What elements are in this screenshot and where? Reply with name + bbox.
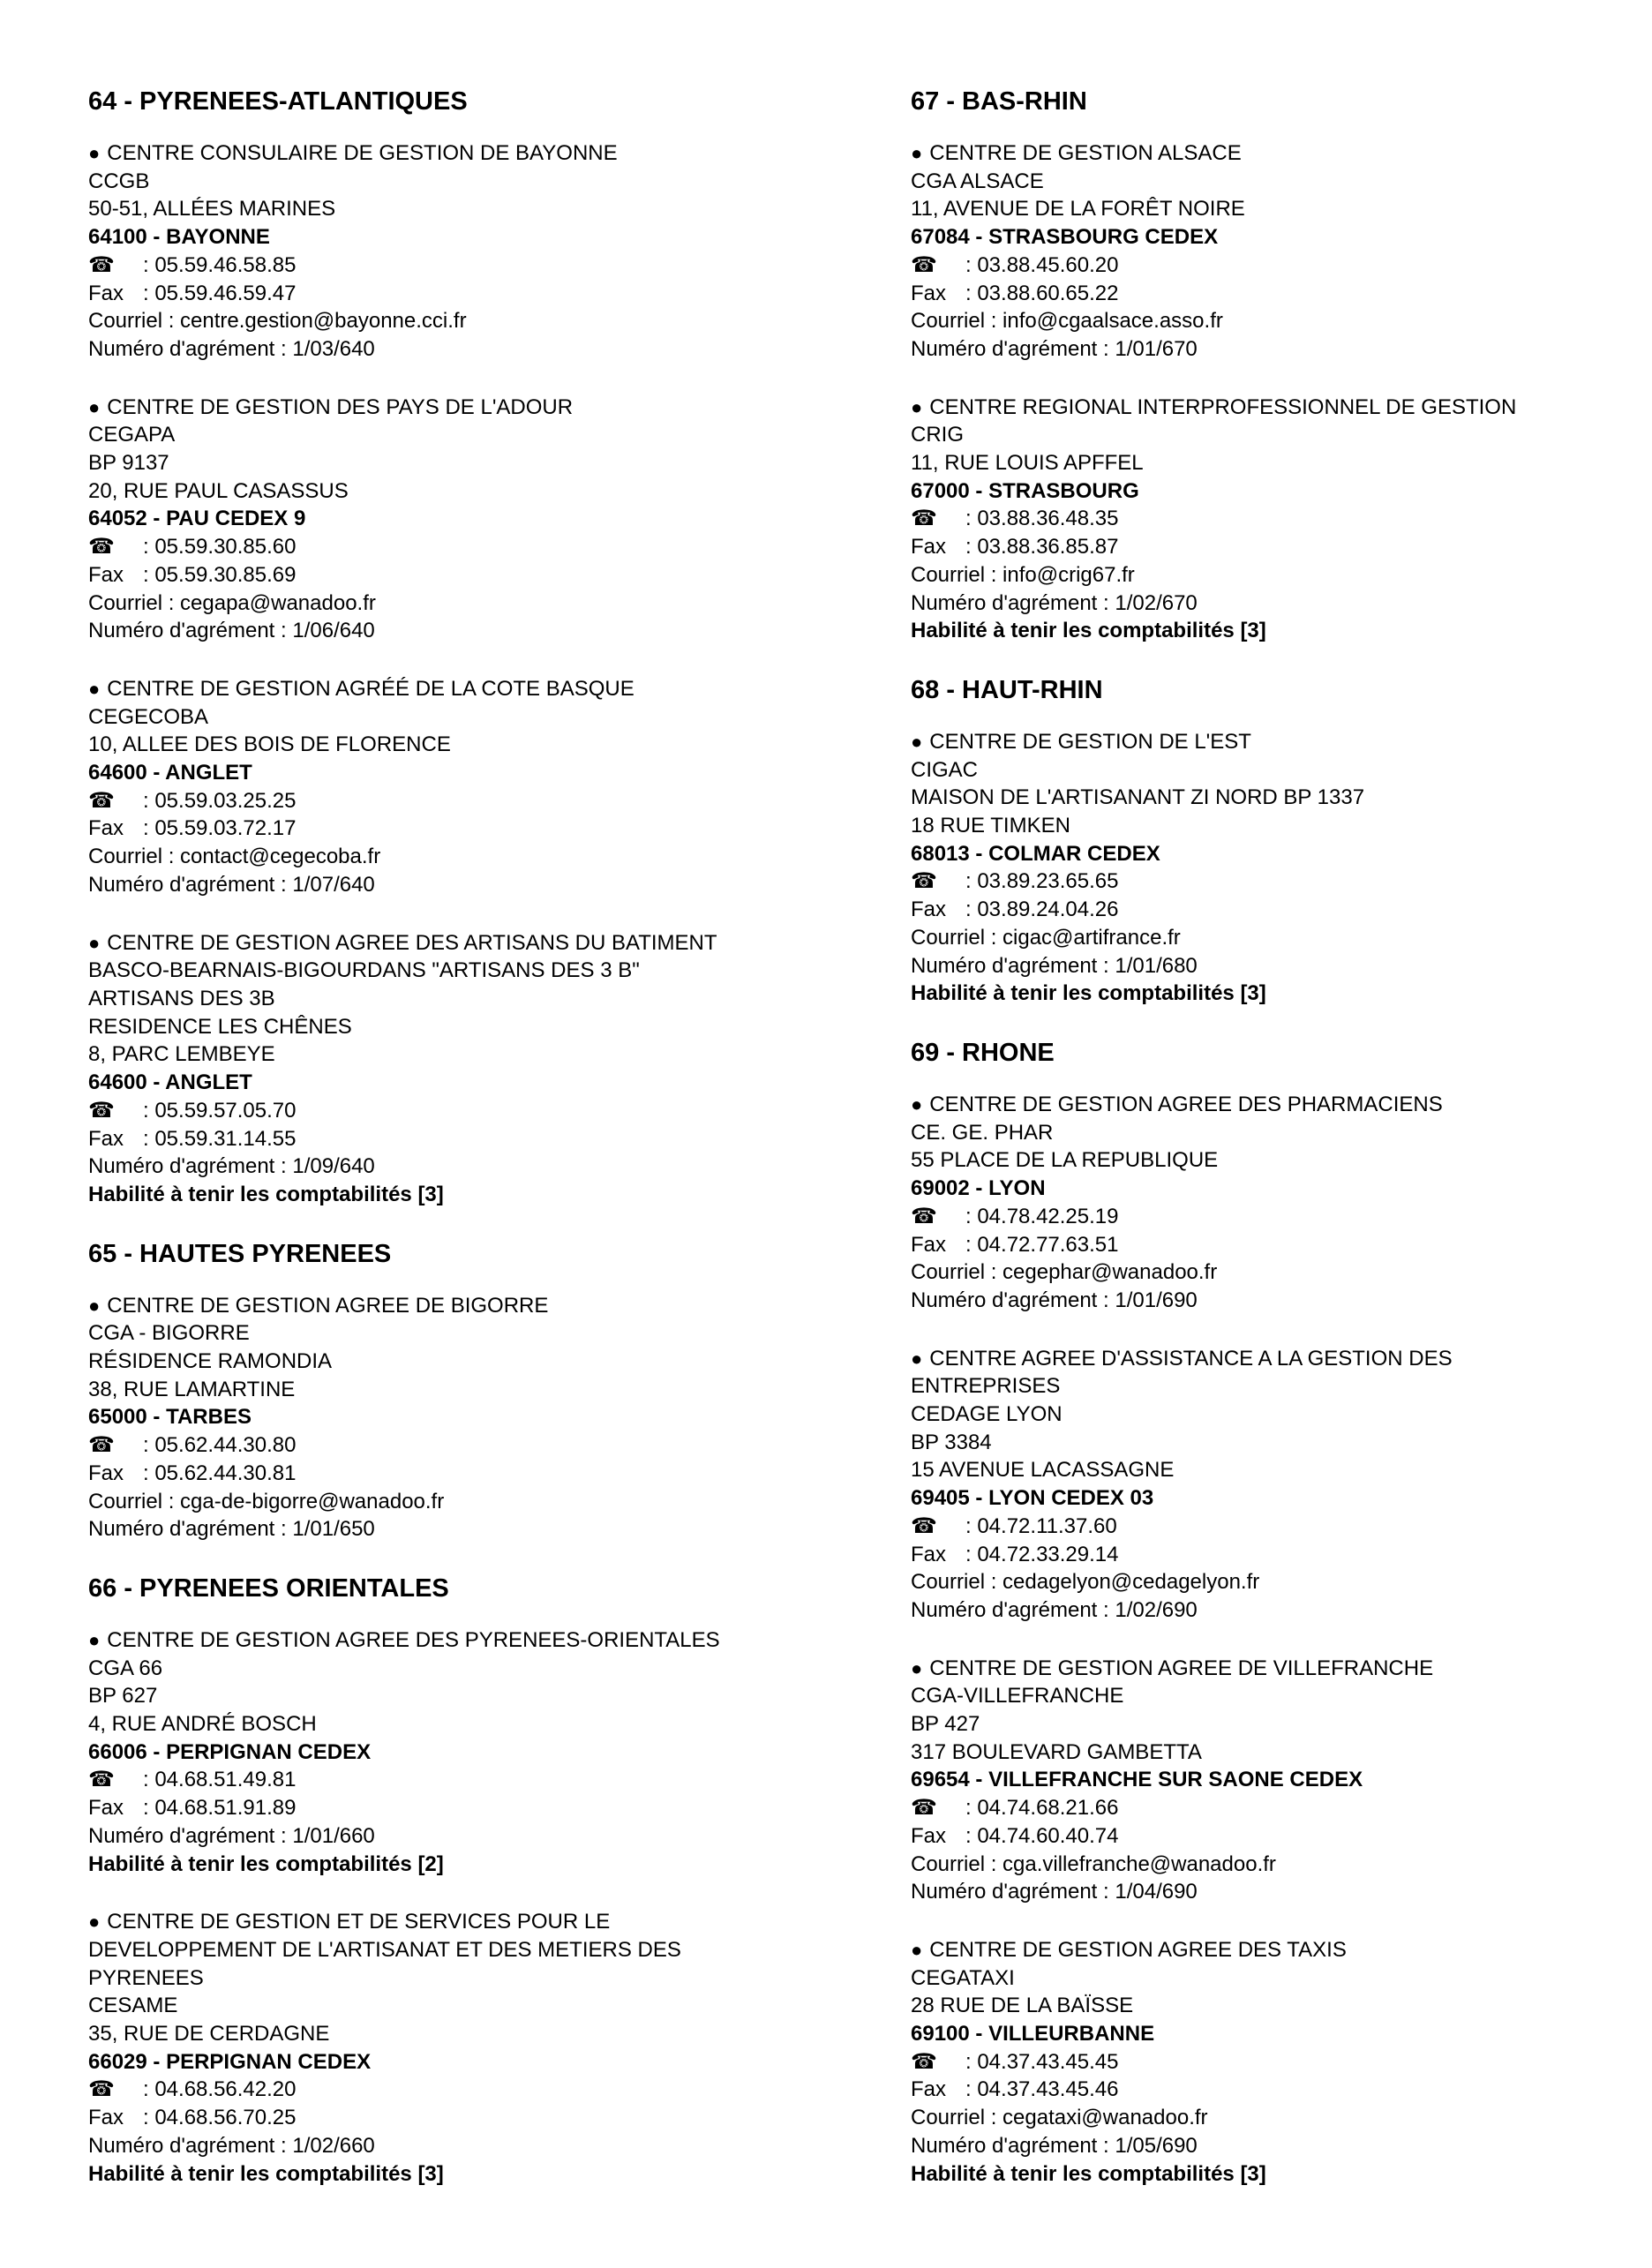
center-entry [88, 1626, 847, 1878]
accounting-habilitation: Habilité à tenir les comptabilités [3] [88, 1182, 444, 1206]
phone-number: : 05.59.30.85.60 [143, 535, 297, 559]
phone-line [911, 1794, 1652, 1822]
phone-number: : 03.89.23.65.65 [965, 869, 1119, 894]
email-line: Courriel : cegephar@wanadoo.fr [911, 1260, 1218, 1285]
fax-line [88, 815, 847, 843]
agrement-number: Numéro d'agrément : 1/05/690 [911, 2133, 1198, 2158]
phone-number: : 05.59.46.58.85 [143, 252, 297, 277]
fax-line [911, 896, 1652, 924]
fax-label: Fax [88, 1796, 124, 1821]
agrement-number: Numéro d'agrément : 1/06/640 [88, 619, 375, 643]
telephone-icon: ☎ [911, 252, 937, 277]
department-section [911, 1038, 1652, 2188]
telephone-icon: ☎ [88, 1433, 115, 1458]
fax-label: Fax [88, 281, 124, 305]
address-line: CEDAGE LYON [911, 1402, 1063, 1427]
phone-line [88, 1431, 847, 1460]
telephone-icon: ☎ [88, 1098, 115, 1123]
agrement-number: Numéro d'agrément : 1/02/670 [911, 590, 1198, 615]
center-entry [911, 1091, 1652, 1315]
address-line: CEGECOBA [88, 704, 209, 729]
agrement-number: Numéro d'agrément : 1/01/690 [911, 1288, 1198, 1312]
phone-line [88, 787, 847, 815]
center-entry [911, 728, 1652, 1008]
phone-number: : 03.88.45.60.20 [965, 252, 1119, 277]
address-line: RÉSIDENCE RAMONDIA [88, 1349, 333, 1374]
fax-label: Fax [911, 281, 947, 305]
department-title: 64 - PYRENEES-ATLANTIQUES [88, 87, 468, 116]
telephone-icon: ☎ [88, 2077, 115, 2102]
center-name: ● CENTRE DE GESTION DE L'EST [911, 728, 1652, 756]
center-entry [88, 1292, 847, 1543]
address-line: BP 3384 [911, 1430, 992, 1454]
fax-number: : 04.74.60.40.74 [965, 1823, 1119, 1848]
center-name: ● CENTRE DE GESTION AGREE DES TAXIS [911, 1936, 1652, 1964]
agrement-number: Numéro d'agrément : 1/03/640 [88, 336, 375, 361]
address-line: 15 AVENUE LACASSAGNE [911, 1458, 1175, 1483]
center-name: ● CENTRE DE GESTION AGRÉÉ DE LA COTE BASQUE [88, 675, 847, 703]
fax-label: Fax [911, 1542, 947, 1566]
phone-line [911, 867, 1652, 896]
address-line: 55 PLACE DE LA REPUBLIQUE [911, 1148, 1219, 1173]
fax-line [911, 1541, 1652, 1569]
telephone-icon: ☎ [911, 507, 937, 531]
left-column [88, 86, 847, 2218]
email-line: Courriel : cigac@artifrance.fr [911, 925, 1181, 950]
center-entry [88, 675, 847, 899]
center-name: ● CENTRE DE GESTION AGREE DE VILLEFRANCHE [911, 1655, 1652, 1683]
fax-number: : 04.37.43.45.46 [965, 2077, 1119, 2102]
phone-line [911, 1203, 1652, 1231]
postal-city: 67084 - STRASBOURG CEDEX [911, 225, 1219, 250]
fax-label: Fax [911, 897, 947, 922]
phone-line [88, 1097, 847, 1125]
address-line: 35, RUE DE CERDAGNE [88, 2022, 330, 2046]
postal-city: 69100 - VILLEURBANNE [911, 2022, 1155, 2046]
address-line: CGA - BIGORRE [88, 1321, 250, 1346]
postal-city: 69002 - LYON [911, 1176, 1046, 1201]
postal-city: 66006 - PERPIGNAN CEDEX [88, 1739, 372, 1764]
fax-line [88, 561, 847, 590]
phone-number: : 05.59.57.05.70 [143, 1098, 297, 1123]
agrement-number: Numéro d'agrément : 1/02/660 [88, 2133, 375, 2158]
telephone-icon: ☎ [88, 252, 115, 277]
department-title: 69 - RHONE [911, 1038, 1055, 1067]
telephone-icon: ☎ [911, 1513, 937, 1538]
phone-number: : 04.74.68.21.66 [965, 1796, 1119, 1821]
center-entry [88, 139, 847, 364]
department-title: 67 - BAS-RHIN [911, 87, 1087, 116]
accounting-habilitation: Habilité à tenir les comptabilités [2] [88, 1851, 444, 1876]
fax-number: : 04.72.33.29.14 [965, 1542, 1119, 1566]
postal-city: 67000 - STRASBOURG [911, 478, 1139, 503]
fax-number: : 04.68.56.70.25 [143, 2106, 297, 2130]
center-entry [88, 1908, 847, 2188]
center-name: ● CENTRE CONSULAIRE DE GESTION DE BAYONNE [88, 139, 847, 168]
fax-label: Fax [911, 2077, 947, 2102]
address-line: CGA-VILLEFRANCHE [911, 1684, 1124, 1709]
email-line: Courriel : info@cgaalsace.asso.fr [911, 309, 1223, 334]
department-section [88, 86, 847, 1209]
postal-city: 68013 - COLMAR CEDEX [911, 841, 1160, 866]
fax-number: : 04.68.51.91.89 [143, 1796, 297, 1821]
fax-line [911, 533, 1652, 561]
telephone-icon: ☎ [88, 1768, 115, 1792]
fax-number: : 03.88.36.85.87 [965, 535, 1119, 559]
address-line: 8, PARC LEMBEYE [88, 1042, 275, 1067]
address-line: ARTISANS DES 3B [88, 986, 275, 1010]
address-line: 28 RUE DE LA BAÏSSE [911, 1994, 1134, 2018]
phone-number: : 05.62.44.30.80 [143, 1433, 297, 1458]
center-name: ● CENTRE DE GESTION AGREE DES PYRENEES-ORIENTALES [88, 1626, 847, 1655]
address-line: CGA ALSACE [911, 169, 1044, 193]
center-entry [911, 394, 1652, 645]
address-line: CIGAC [911, 757, 979, 782]
email-line: Courriel : cga-de-bigorre@wanadoo.fr [88, 1489, 445, 1513]
agrement-number: Numéro d'agrément : 1/02/690 [911, 1597, 1198, 1622]
phone-number: : 05.59.03.25.25 [143, 788, 297, 813]
phone-number: : 04.68.51.49.81 [143, 1768, 297, 1792]
fax-number: : 05.59.03.72.17 [143, 816, 297, 841]
address-line: 317 BOULEVARD GAMBETTA [911, 1739, 1202, 1764]
telephone-icon: ☎ [911, 2049, 937, 2074]
center-name: ● CENTRE DE GESTION AGREE DES PHARMACIENS [911, 1091, 1652, 1119]
address-line: DEVELOPPEMENT DE L'ARTISANAT ET DES METIERS DES [88, 1937, 681, 1962]
center-entry [911, 1345, 1652, 1625]
address-line: PYRENEES [88, 1965, 204, 1990]
fax-label: Fax [88, 562, 124, 587]
agrement-number: Numéro d'agrément : 1/04/690 [911, 1880, 1198, 1904]
center-name: ● CENTRE DE GESTION AGREE DES ARTISANS DU BATIMENT [88, 929, 847, 958]
fax-label: Fax [911, 1823, 947, 1848]
center-entry [911, 1936, 1652, 2188]
center-name: ● CENTRE DE GESTION ET DE SERVICES POUR LE [88, 1908, 847, 1936]
center-name: ● CENTRE DE GESTION ALSACE [911, 139, 1652, 168]
address-line: CESAME [88, 1994, 178, 2018]
address-line: BP 427 [911, 1712, 980, 1737]
fax-label: Fax [88, 1126, 124, 1151]
phone-number: : 03.88.36.48.35 [965, 507, 1119, 531]
department-title: 68 - HAUT-RHIN [911, 675, 1103, 704]
telephone-icon: ☎ [88, 535, 115, 559]
postal-city: 69654 - VILLEFRANCHE SUR SAONE CEDEX [911, 1768, 1363, 1792]
fax-line [88, 280, 847, 308]
address-line: CEGATAXI [911, 1965, 1015, 1990]
email-line: Courriel : info@crig67.fr [911, 562, 1135, 587]
address-line: CEGAPA [88, 423, 176, 447]
address-line: 4, RUE ANDRÉ BOSCH [88, 1712, 317, 1737]
center-name: ● CENTRE DE GESTION AGREE DE BIGORRE [88, 1292, 847, 1320]
fax-number: : 05.62.44.30.81 [143, 1461, 297, 1485]
fax-label: Fax [911, 1232, 947, 1257]
fax-number: : 03.88.60.65.22 [965, 281, 1119, 305]
phone-line [911, 252, 1652, 280]
fax-line [88, 2104, 847, 2132]
fax-number: : 03.89.24.04.26 [965, 897, 1119, 922]
address-line: 20, RUE PAUL CASASSUS [88, 478, 349, 503]
fax-label: Fax [88, 1461, 124, 1485]
address-line: BP 9137 [88, 451, 169, 476]
accounting-habilitation: Habilité à tenir les comptabilités [3] [88, 2161, 444, 2186]
center-entry [911, 139, 1652, 364]
email-line: Courriel : cga.villefranche@wanadoo.fr [911, 1851, 1276, 1876]
telephone-icon: ☎ [88, 788, 115, 813]
postal-city: 64100 - BAYONNE [88, 225, 270, 250]
telephone-icon: ☎ [911, 1204, 937, 1228]
department-section [911, 675, 1652, 1008]
email-line: Courriel : centre.gestion@bayonne.cci.fr [88, 309, 467, 334]
address-line: BP 627 [88, 1684, 158, 1709]
postal-city: 66029 - PERPIGNAN CEDEX [88, 2049, 372, 2074]
address-line: BASCO-BEARNAIS-BIGOURDANS "ARTISANS DES 3 B" [88, 958, 640, 983]
phone-line [88, 252, 847, 280]
fax-line [911, 2076, 1652, 2104]
agrement-number: Numéro d'agrément : 1/01/680 [911, 953, 1198, 978]
center-entry [88, 929, 847, 1209]
center-name: ● CENTRE DE GESTION DES PAYS DE L'ADOUR [88, 394, 847, 422]
address-line: CCGB [88, 169, 150, 193]
agrement-number: Numéro d'agrément : 1/01/660 [88, 1823, 375, 1848]
department-section [88, 1239, 847, 1543]
fax-line [88, 1794, 847, 1822]
address-line: CGA 66 [88, 1656, 163, 1680]
phone-number: : 04.37.43.45.45 [965, 2049, 1119, 2074]
email-line: Courriel : cegataxi@wanadoo.fr [911, 2106, 1208, 2130]
address-line: 18 RUE TIMKEN [911, 814, 1070, 838]
fax-number: : 05.59.46.59.47 [143, 281, 297, 305]
department-section [88, 1573, 847, 2188]
phone-number: : 04.68.56.42.20 [143, 2077, 297, 2102]
postal-city: 64600 - ANGLET [88, 1070, 252, 1095]
email-line: Courriel : contact@cegecoba.fr [88, 845, 381, 869]
fax-label: Fax [88, 816, 124, 841]
address-line: MAISON DE L'ARTISANANT ZI NORD BP 1337 [911, 785, 1365, 810]
phone-line [911, 1513, 1652, 1541]
accounting-habilitation: Habilité à tenir les comptabilités [3] [911, 2161, 1266, 2186]
phone-line [88, 533, 847, 561]
phone-line [911, 505, 1652, 533]
center-entry [911, 1655, 1652, 1906]
fax-line [88, 1460, 847, 1488]
fax-label: Fax [911, 535, 947, 559]
address-line: 10, ALLEE DES BOIS DE FLORENCE [88, 732, 451, 757]
address-line: CRIG [911, 423, 964, 447]
address-line: CE. GE. PHAR [911, 1120, 1054, 1145]
department-section [911, 86, 1652, 645]
postal-city: 64600 - ANGLET [88, 761, 252, 785]
fax-number: : 04.72.77.63.51 [965, 1232, 1119, 1257]
center-name: ● CENTRE AGREE D'ASSISTANCE A LA GESTION DES [911, 1345, 1652, 1373]
center-entry [88, 394, 847, 645]
phone-line [88, 2076, 847, 2104]
fax-number: : 05.59.30.85.69 [143, 562, 297, 587]
address-line: 11, AVENUE DE LA FORÊT NOIRE [911, 197, 1245, 222]
agrement-number: Numéro d'agrément : 1/01/670 [911, 336, 1198, 361]
agrement-number: Numéro d'agrément : 1/07/640 [88, 872, 375, 897]
postal-city: 64052 - PAU CEDEX 9 [88, 507, 306, 531]
address-line: 50-51, ALLÉES MARINES [88, 197, 336, 222]
department-title: 65 - HAUTES PYRENEES [88, 1239, 392, 1268]
fax-line [911, 280, 1652, 308]
phone-line [911, 2048, 1652, 2076]
postal-city: 69405 - LYON CEDEX 03 [911, 1486, 1154, 1511]
phone-number: : 04.78.42.25.19 [965, 1204, 1119, 1228]
agrement-number: Numéro d'agrément : 1/01/650 [88, 1517, 375, 1542]
address-line: ENTREPRISES [911, 1374, 1061, 1399]
phone-line [88, 1766, 847, 1794]
fax-number: : 05.59.31.14.55 [143, 1126, 297, 1151]
fax-line [911, 1231, 1652, 1259]
email-line: Courriel : cegapa@wanadoo.fr [88, 590, 376, 615]
accounting-habilitation: Habilité à tenir les comptabilités [3] [911, 981, 1266, 1006]
fax-line [88, 1125, 847, 1153]
address-line: RESIDENCE LES CHÊNES [88, 1014, 352, 1039]
department-title: 66 - PYRENEES ORIENTALES [88, 1573, 449, 1603]
address-line: 11, RUE LOUIS APFFEL [911, 451, 1144, 476]
phone-number: : 04.72.11.37.60 [965, 1513, 1117, 1538]
right-column [911, 86, 1652, 2218]
postal-city: 65000 - TARBES [88, 1405, 252, 1430]
accounting-habilitation: Habilité à tenir les comptabilités [3] [911, 619, 1266, 643]
telephone-icon: ☎ [911, 869, 937, 894]
agrement-number: Numéro d'agrément : 1/09/640 [88, 1154, 375, 1179]
center-name: ● CENTRE REGIONAL INTERPROFESSIONNEL DE GESTION [911, 394, 1652, 422]
fax-line [911, 1822, 1652, 1851]
email-line: Courriel : cedagelyon@cedagelyon.fr [911, 1570, 1260, 1595]
telephone-icon: ☎ [911, 1796, 937, 1821]
fax-label: Fax [88, 2106, 124, 2130]
address-line: 38, RUE LAMARTINE [88, 1377, 296, 1401]
